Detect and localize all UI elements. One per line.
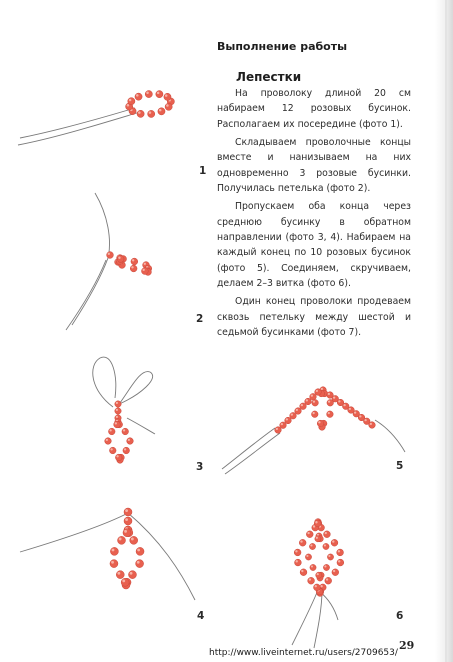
bead [309, 543, 315, 549]
bead [323, 543, 329, 549]
paragraph: Пропускаем оба конца через среднюю бусинку в обратном направлении (фото 3, 4). Набираем на каждый конец по 10 розовых бусинок (фото 5). Соединяем, скручиваем, делаем 2–3 витка (фото 6). [217, 201, 411, 289]
photo-label-3: 3 [196, 461, 204, 473]
watermark-url: http://www.liveinternet.ru/users/2709653/ [209, 648, 398, 658]
bead [323, 564, 329, 570]
bead [324, 531, 331, 538]
bead [310, 564, 316, 570]
bead [315, 536, 321, 542]
subtitle: Лепестки [236, 70, 302, 84]
bead [314, 520, 321, 527]
section-title: Выполнение работы [217, 40, 348, 53]
paragraph: Один конец проволоки продеваем сквозь петельку между шестой и седьмой бусинками (фото 7). [217, 296, 411, 339]
photo-label-4: 4 [197, 610, 205, 622]
paragraph: Складываем проволочные концы вместе и нанизываем на них одновременно 3 розовые бусинки. Получилась петелька (фото 2). [217, 137, 411, 194]
bead [325, 577, 332, 584]
bead [314, 584, 321, 591]
bead [299, 539, 306, 546]
photo-label-5: 5 [396, 460, 404, 472]
bead [294, 549, 301, 556]
photo-label-6: 6 [396, 610, 404, 622]
page-number: 29 [399, 639, 415, 652]
bead [331, 539, 338, 546]
bead [316, 572, 322, 578]
bead [308, 577, 315, 584]
bead [332, 569, 339, 576]
bead [305, 554, 311, 560]
photo-label-1: 1 [199, 165, 207, 177]
bead [295, 559, 302, 566]
bead [337, 549, 344, 556]
bead [337, 559, 344, 566]
bead [306, 531, 313, 538]
bead [300, 569, 307, 576]
photo-label-2: 2 [196, 313, 204, 325]
paragraph: На проволоку длиной 20 см набираем 12 розовых бусинок. Располагаем их посередине (фото 1). [217, 88, 411, 130]
bead [327, 554, 333, 560]
